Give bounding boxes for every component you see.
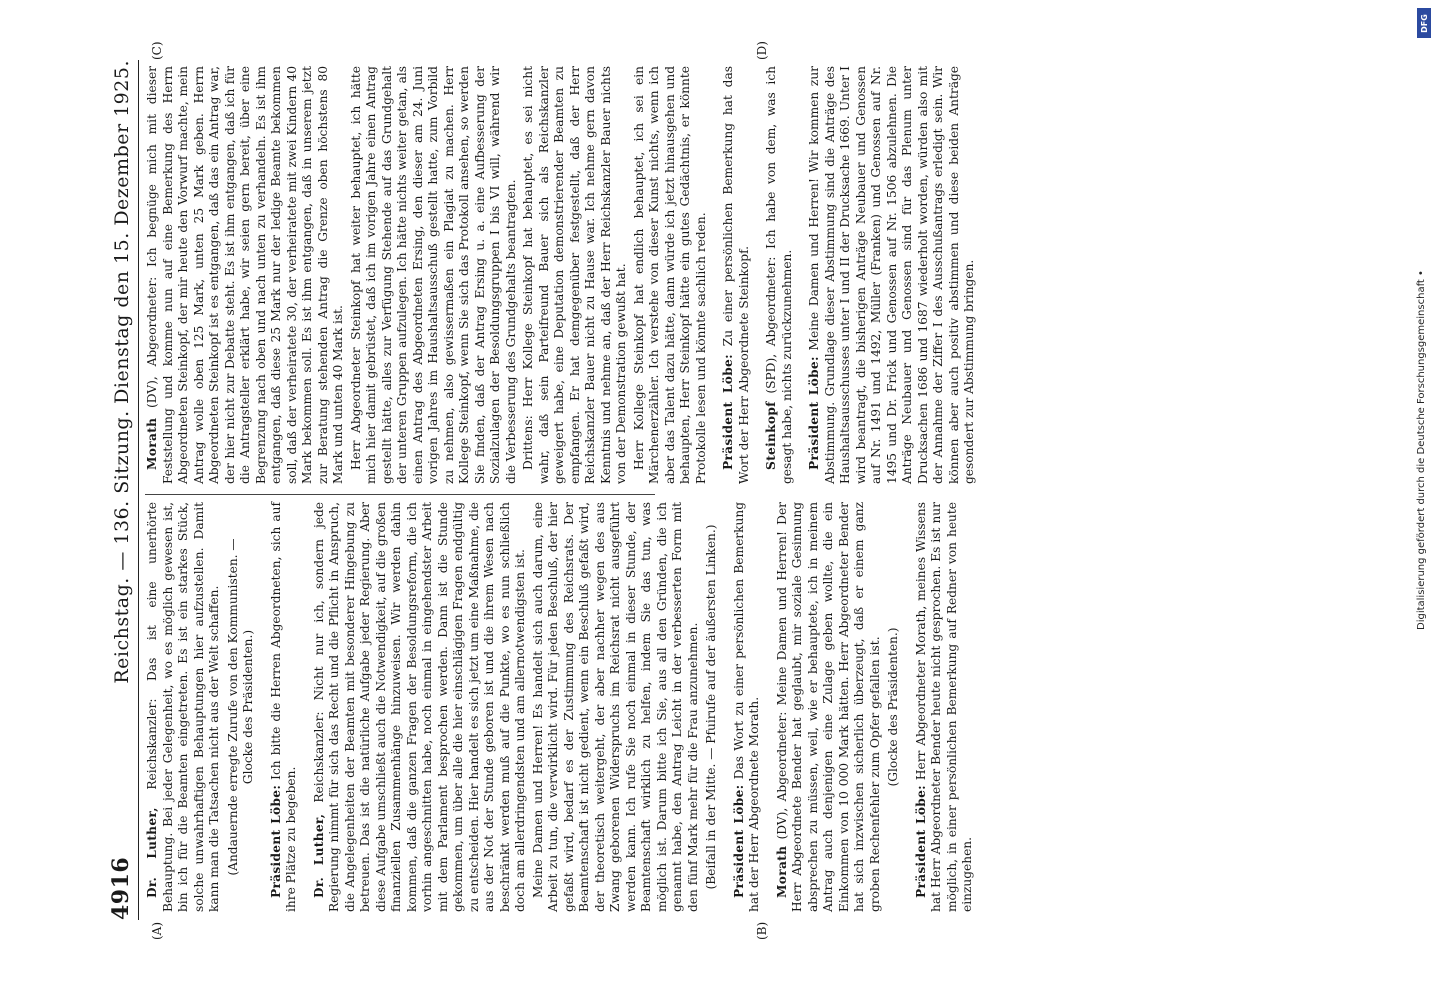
paragraph: Präsident Löbe: Herr Abgeordneter Morath, meines Wissens hat Herr Abgeordneter Bender heute nicht gesprochen. Es ist nur möglich, in einer persönlichen Bemerkung auf Redner von heute einzugehen. — [913, 502, 974, 912]
paragraph: Steinkopf (SPD), Abgeordneter: Ich habe von dem, was ich gesagt habe, nichts zurückzunehmen. — [764, 66, 794, 484]
speaker-name: Präsident Löbe: — [721, 354, 735, 470]
speaker-name: Steinkopf — [764, 401, 778, 470]
paragraph: Drittens: Herr Kollege Steinkopf hat behauptet, es sei nicht wahr, daß sein Parteifreund Bauer sich als Reichskanzler geweigert habe, eine Deputation demonstrierender Beamten zu empfangen. Er hat demgegenüber festgestellt, daß der Herr Reichskanzler Bauer nicht zu Hause war. Ich nehme gern davon Kenntnis und nehme an, daß der Herr Reichskanzler Bauer nichts von der Demonstration gewußt hat. — [521, 66, 628, 484]
speaker-name: Dr. Luther, — [311, 813, 326, 898]
speaker-name: Morath — [145, 417, 159, 470]
paragraph: Präsident Löbe: Das Wort zu einer persönlichen Bemerkung hat der Herr Abgeordnete Morath. — [731, 502, 761, 912]
paragraph: Dr. Luther, Reichskanzler: Nicht nur ich, sondern jede Regierung nimmt für sich das Recht und die Pflicht in Anspruch, die Angelegenheiten der Beamten mit besonderer Hingebung zu betreuen. Das ist die natürliche Aufgabe jeder Regierung. Aber diese Aufgabe umschließt auch die Notwendigkeit, auf die großen finanziellen Zusammenhänge hinzuweisen. Wir werden dahin kommen, daß die ganzen Fragen der Besoldungsreform, die ich vorhin angeschnitten habe, noch einmal in eingehendster Arbeit mit dem Parlament besprochen werden. Dann ist die Stunde gekommen, um über alle die hier einschlägigen Fragen endgültig zu entscheiden. Hier handelt es sich jetzt um eine Maßnahme, die aus der Not der Stunde geboren ist und die ihrem Wesen nach beschränkt werden muß auf die Punkte, wo es nun schließlich doch am allerdringendsten und am allernotwendigsten ist. — [311, 501, 527, 912]
margin-mark-d: (D) — [755, 41, 769, 60]
header-title: Reichstag. — 136. Sitzung. Dienstag den 15. Dezember 1925. — [111, 60, 133, 684]
interjection: (Glocke des Präsidenten.) — [886, 627, 900, 787]
page-number: 4916 — [108, 856, 134, 920]
speaker-name: Präsident Löbe: — [268, 784, 283, 898]
margin-mark-c: (C) — [150, 41, 164, 60]
paragraph: Dr. Luther, Reichskanzler: Das ist eine unerhörte Behauptung. Bei jeder Gelegenheit, wo es möglich gewesen ist, bin ich für die Beamten eingetreten. Es ist ein starkes Stück, solche unwahrhaftigen Behauptungen hier aufzustellen. Damit kann man die Tatsachen nicht aus der Welt schaffen. — [145, 502, 221, 912]
text-column-left — [145, 502, 978, 912]
paragraph: Präsident Löbe: Ich bitte die Herren Abgeordneten, sich auf ihre Plätze zu begeben. — [268, 502, 298, 912]
digitization-sidebar — [1412, 0, 1434, 1000]
margin-mark-b: (B) — [755, 921, 769, 940]
speaker-name: Dr. Luther, — [145, 807, 159, 898]
speaker-name: Präsident Löbe: — [913, 785, 928, 898]
margin-mark-a: (A) — [150, 921, 164, 940]
speaker-name: Präsident Löbe: — [807, 356, 821, 470]
interjection: (Beifall in der Mitte. — Pfuirufe auf der äußersten Linken.) — [704, 524, 718, 890]
column-divider — [145, 494, 655, 495]
paragraph: Morath (DV), Abgeordneter: Meine Damen und Herren! Der Herr Abgeordnete Bender hat geglaubt, mir soziale Gesinnung absprechen zu müssen, weil, wie er behauptete, ich in meinem Antrag auch denjenigen eine Zulage geben wollte, die ein Einkommen von 10 000 Mark hätten. Herr Abgeordneter Bender hat sich inzwischen sicherlich überzeugt, daß er einem ganz groben Rechenfehler zum Opfer gefallen ist. — [774, 502, 882, 912]
page-header — [108, 60, 139, 920]
paragraph: Meine Damen und Herren! Es handelt sich auch darum, eine Arbeit zu tun, die verwirklicht wird. Für jeden Beschluß, der hier gefaßt wird, bedarf es der Zustimmung des Reichsrats. Der Beamtenschaft ist nicht gedient, wenn ein Beschluß gefaßt wird, der theoretisch weitergeht, der aber nachher wegen des aus Zwang geborenen Widerspruchs im Reichsrat nicht ausgeführt werden kann. Ich rufe Sie noch einmal in dieser Stunde, der Beamtenschaft wirklich zu helfen, indem Sie das tun, was möglich ist. Darum bitte ich Sie, aus all den Gründen, die ich genannt habe, den Antrag Leicht in der verbesserten Form mit den fünf Mark mehr für die Frau anzunehmen. — [530, 502, 700, 912]
text-column-right — [145, 66, 980, 484]
paragraph: Herr Kollege Steinkopf hat endlich behauptet, ich sei ein Märchenerzähler. Ich verstehe von dieser Kunst nichts, wenn ich aber das Talent dazu hätte, dann würde ich jetzt hinausgehen und behaupten, Herr Steinkopf hätte ein gutes Gedächtnis, er könnte Protokolle lesen und könnte sachlich reden. — [631, 66, 708, 484]
interjection: (Andauernde erregte Zurufe von den Kommunisten. — Glocke des Präsidenten.) — [225, 538, 255, 876]
paragraph: Herr Abgeordneter Steinkopf hat weiter behauptet, ich hätte mich hier damit gebrüstet, daß ich im vorigen Jahre einen Antrag gestellt hätte, alles zur Verfügung Stehende auf das Grundgehalt der unteren Gruppen aufzulegen. Ich hätte nichts weiter getan, als einen Antrag des Abgeordneten Ersing, den dieser am 24. Juni vorigen Jahres im Haushaltsausschuß gestellt hatte, zum Vorbild zu nehmen, also gewissermaßen ein Plagiat zu machen. Herr Kollege Steinkopf, wenn Sie sich das Protokoll ansehen, so werden Sie finden, daß der Antrag Ersing u. a. eine Aufbesserung der Sozialzulagen der Besoldungsgruppen I bis VI will, während wir die Verbesserung des Grundgehalts beantragten. — [348, 66, 518, 484]
paragraph: Präsident Löbe: Zu einer persönlichen Bemerkung hat das Wort der Herr Abgeordnete Steinkopf. — [721, 66, 751, 484]
dfg-logo: DFG — [1417, 8, 1431, 38]
speaker-name: Präsident Löbe: — [731, 784, 746, 898]
paragraph: Präsident Löbe: Meine Damen und Herren! Wir kommen zur Abstimmung. Grundlage dieser Abstimmung sind die Anträge des Haushaltsausschusses unter I und II der Drucksache 1669. Unter I wird beantragt, die bisherigen Anträge Neubauer und Genossen auf Nr. 1491 und 1492, Müller (Franken) und Genossen auf Nr. 1495 und Dr. Frick und Genossen auf Nr. 1506 abzulehnen. Die Anträge Neubauer und Genossen sind für das Plenum unter Drucksachen 1686 und 1687 wiederholt worden, würden also mit der Annahme der Ziffer I des Ausschußantrags erledigt sein. Wir können aber auch positiv abstimmen und diese beiden Anträge gesondert zur Abstimmung bringen. — [807, 66, 976, 484]
paragraph: Morath (DV), Abgeordneter: Ich begnüge mich mit dieser Feststellung und komme nun auf eine Bemerkung des Herrn Abgeordneten Steinkopf, der mir heute den Vorwurf machte, mein Antrag wolle oben 125 Mark, unten 25 Mark geben. Herrn Abgeordneten Steinkopf ist es entgangen, daß das ein Antrag war, der hier nicht zur Debatte steht. Es ist ihm entgangen, daß ich für die Antragsteller erklärt habe, wir seien gern bereit, über eine Begrenzung nach oben und nach unten zu verhandeln. Es ist ihm entgangen, daß diese 25 Mark nur der ledige Beamte bekommen soll, daß der verheiratete 30, der verheiratete mit zwei Kindern 40 Mark bekommen soll. Es ist ihm entgangen, daß in unserem jetzt zur Beratung stehenden Antrag die Grenze oben höchstens 80 Mark und unten 40 Mark ist. — [145, 66, 345, 484]
speaker-name: Morath — [774, 845, 789, 898]
digitization-note: Digitalisierung gefördert durch die Deutsche Forschungsgemeinschaft • — [1416, 270, 1427, 630]
